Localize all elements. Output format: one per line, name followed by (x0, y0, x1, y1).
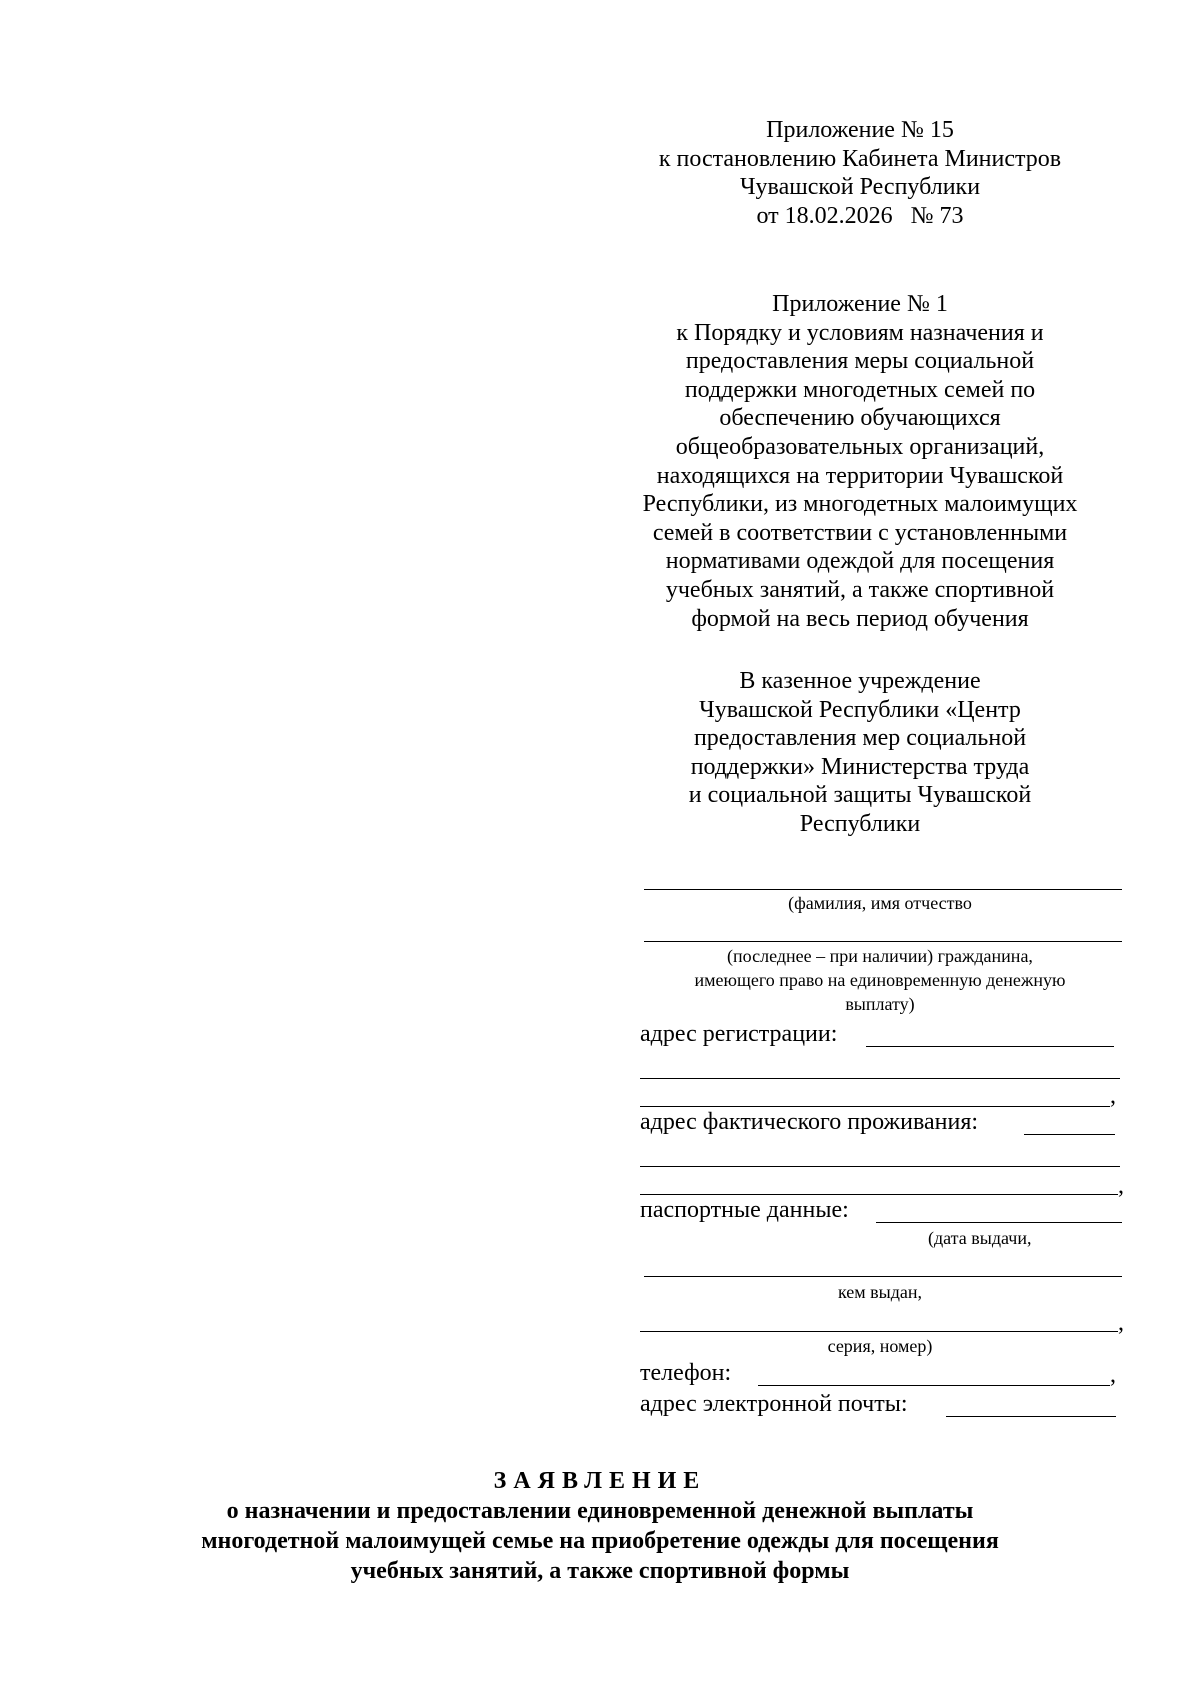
label-registration-address: адрес регистрации: (640, 1021, 838, 1047)
statement-title-block (100, 1466, 1100, 1586)
phone-field[interactable] (758, 1385, 1110, 1386)
appendix-1-header (600, 290, 1120, 633)
appendix-1-line: Республики, из многодетных малоимущих (642, 491, 1078, 518)
addressee-line: В казенное учреждение (739, 668, 981, 694)
appendix-1-line: поддержки многодетных семей по (684, 376, 1036, 403)
email-field[interactable] (946, 1416, 1116, 1417)
fio-line-1[interactable] (644, 889, 1122, 890)
registration-address-field-3[interactable] (640, 1106, 1110, 1107)
appendix-1-line: нормативами одеждой для посещения (665, 548, 1055, 575)
appendix-15-resolution: к постановлению Кабинета Министров (658, 145, 1062, 172)
caption-fio-2-line-2: имеющего право на единовременную денежную (694, 970, 1066, 990)
passport-issuer-field[interactable] (644, 1276, 1122, 1277)
caption-issue-date: (дата выдачи, (928, 1228, 1032, 1248)
statement-subtitle-line-2: многодетной малоимущей семье на приобретение одежды для посещения (201, 1528, 999, 1554)
caption-fio: (фамилия, имя отчество (788, 893, 972, 913)
label-passport-data: паспортные данные: (640, 1197, 849, 1223)
caption-fio-2-line-1: (последнее – при наличии) гражданина, (727, 946, 1033, 966)
passport-data-field[interactable] (876, 1222, 1122, 1223)
addressee-line: и социальной защиты Чувашской (688, 782, 1032, 809)
comma: , (1118, 1310, 1124, 1336)
appendix-1-line: к Порядку и условиям назначения и (676, 319, 1044, 346)
addressee-line: поддержки» Министерства труда (690, 753, 1030, 780)
appendix-1-line: предоставления меры социальной (685, 348, 1035, 375)
registration-address-field[interactable] (866, 1046, 1114, 1047)
appendix-15-number: Приложение № 15 (766, 117, 954, 143)
appendix-1-line: формой на весь период обучения (691, 605, 1029, 632)
statement-subtitle-line-3: учебных занятий, а также спортивной формы (350, 1558, 850, 1584)
actual-address-field-2[interactable] (640, 1166, 1120, 1167)
appendix-15-header (600, 116, 1120, 230)
comma: , (1110, 1083, 1116, 1109)
registration-address-field-2[interactable] (640, 1078, 1120, 1079)
label-email: адрес электронной почты: (640, 1391, 908, 1417)
appendix-15-republic: Чувашской Республики (739, 174, 981, 201)
actual-address-field[interactable] (1024, 1134, 1115, 1135)
appendix-1-line: общеобразовательных организаций, (675, 433, 1045, 460)
comma: , (1118, 1173, 1124, 1199)
statement-subtitle-line-1: о назначении и предоставлении единовременной денежной выплаты (226, 1498, 974, 1524)
addressee-line: Чувашской Республики «Центр (699, 696, 1021, 723)
comma: , (1110, 1362, 1116, 1388)
appendix-1-line: Приложение № 1 (772, 291, 948, 317)
addressee-line: предоставления мер социальной (693, 725, 1027, 752)
addressee-line: Республики (799, 810, 921, 837)
caption-series-number: серия, номер) (827, 1336, 933, 1356)
fio-line-2[interactable] (644, 941, 1122, 942)
label-phone: телефон: (640, 1360, 732, 1386)
actual-address-field-3[interactable] (640, 1194, 1118, 1195)
caption-issued-by: кем выдан, (837, 1282, 923, 1302)
appendix-15-date: от 18.02.2026 № 73 (756, 202, 964, 229)
label-actual-address: адрес фактического проживания: (640, 1109, 979, 1135)
addressee-block (600, 667, 1120, 839)
appendix-1-line: находящихся на территории Чувашской (656, 462, 1064, 489)
statement-title: ЗАЯВЛЕНИЕ (493, 1468, 707, 1494)
appendix-1-line: обеспечению обучающихся (719, 405, 1001, 432)
appendix-1-line: семей в соответствии с установленными (652, 519, 1068, 546)
passport-series-field[interactable] (640, 1331, 1118, 1332)
appendix-1-line: учебных занятий, а также спортивной (665, 576, 1055, 603)
caption-fio-2-line-3: выплату) (845, 994, 915, 1014)
